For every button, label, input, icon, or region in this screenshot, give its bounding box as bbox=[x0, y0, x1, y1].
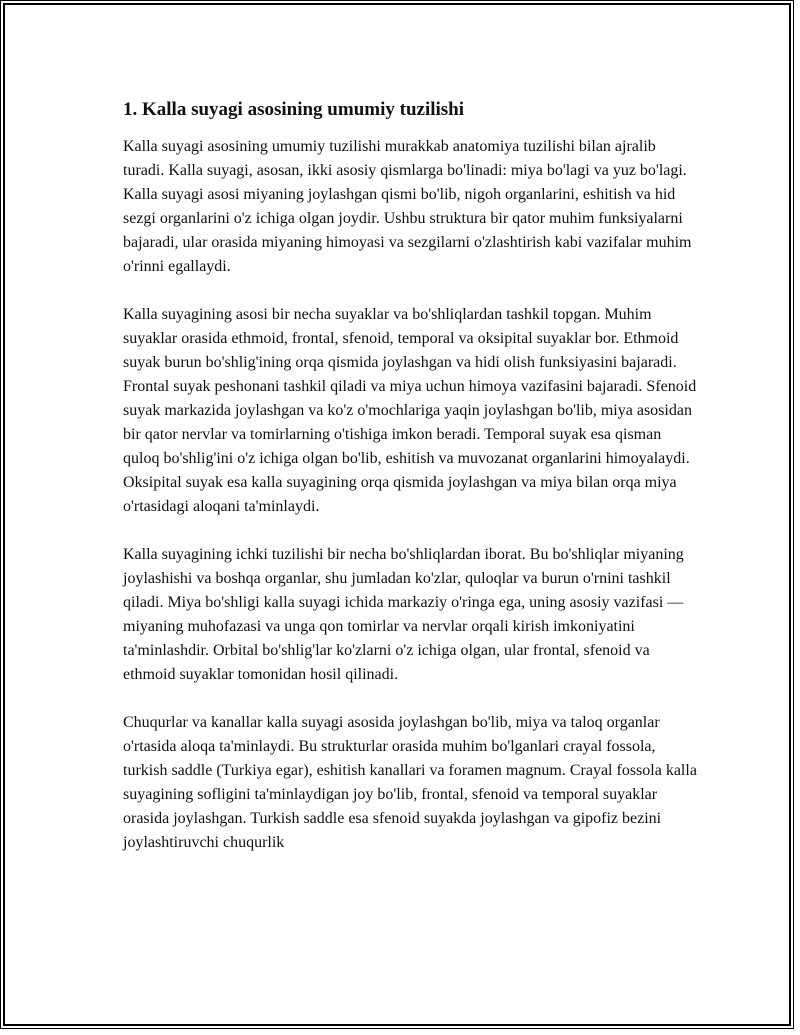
page-frame bbox=[3, 3, 791, 1026]
paragraph-1: Kalla suyagi asosining umumiy tuzilishi murakkab anatomiya tuzilishi bilan ajralib turadi. Kalla suyagi, asosan, ikki asosiy qismlarga bo'linadi: miya bo'lagi va yuz bo'lagi. Kalla suyagi asosi miyaning joylashgan qismi bo'lib, nigoh organlarini, eshitish va hid sezgi organlarini o'z ichiga olgan joydir. Ushbu struktura bir qator muhim funksiyalarni bajaradi, ular orasida miyaning himoyasi va sezgilarni o'zlashtirish kabi vazifalar muhim o'rinni egallaydi. bbox=[123, 138, 692, 275]
paragraph-3: Kalla suyagining ichki tuzilishi bir necha bo'shliqlardan iborat. Bu bo'shliqlar miyaning joylashishi va boshqa organlar, shu jumladan ko'zlar, quloqlar va burun o'rnini tashkil qiladi. Miya bo'shligi kalla suyagi ichida markaziy o'ringa ega, uning asosiy vazifasi — miyaning muhofazasi va unga qon tomirlar va nervlar orqali kirish imkoniyatini ta'minlashdir. Orbital bo'shlig'lar ko'zlarni o'z ichiga olgan, ular frontal, sfenoid va ethmoid suyaklar tomonidan hosil qilinadi. bbox=[123, 546, 684, 683]
paragraph-2: Kalla suyagining asosi bir necha suyaklar va bo'shliqlardan tashkil topgan. Muhim suyaklar orasida ethmoid, frontal, sfenoid, temporal va oksipital suyaklar bor. Ethmoid suyak burun bo'shlig'ining orqa qismida joylashgan va hidi olish funksiyasini bajaradi. Frontal suyak peshonani tashkil qiladi va miya uchun himoya vazifasini bajaradi. Sfenoid suyak markazida joylashgan va ko'z o'mochlariga yaqin joylashgan bo'lib, miya asosidan bir qator nervlar va tomirlarning o'tishiga imkon beradi. Temporal suyak esa qisman quloq bo'shlig'ini o'z ichiga olgan bo'lib, eshitish va muvozanat organlarini himoyalaydi. Oksipital suyak esa kalla suyagining orqa qismida joylashgan va miya bilan orqa miya o'rtasidagi aloqani ta'minlaydi. bbox=[123, 306, 697, 515]
document-body bbox=[123, 97, 698, 879]
section-heading: 1. Kalla suyagi asosining umumiy tuzilishi bbox=[123, 99, 465, 120]
paragraph-4: Chuqurlar va kanallar kalla suyagi asosida joylashgan bo'lib, miya va taloq organlar o'rtasida aloqa ta'minlaydi. Bu strukturlar orasida muhim bo'lganlari crayal fossola, turkish saddle (Turkiya egar), eshitish kanallari va foramen magnum. Crayal fossola kalla suyagining sofligini ta'minlaydigan joy bo'lib, frontal, sfenoid va temporal suyaklar orasida joylashgan. Turkish saddle esa sfenoid suyakda joylashgan va gipofiz bezini joylashtiruvchi chuqurlik bbox=[123, 714, 697, 851]
